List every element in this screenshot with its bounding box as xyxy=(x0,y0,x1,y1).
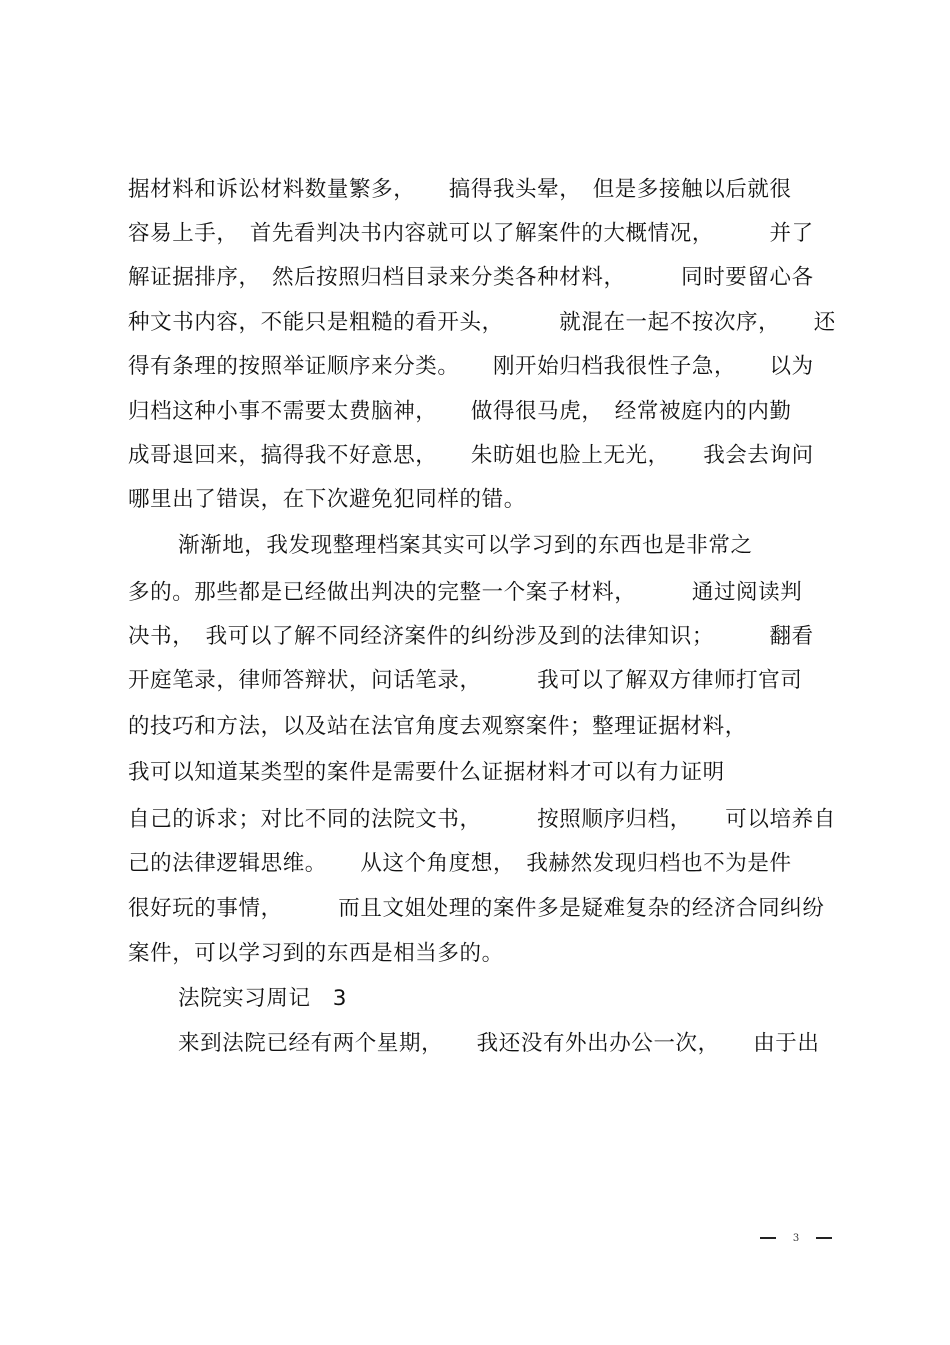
dash-icon xyxy=(816,1237,832,1239)
text-line: 己的法律逻辑思维。 从这个角度想， 我赫然发现归档也不为是件 xyxy=(128,851,792,876)
text-line: 种文书内容，不能只是粗糙的看开头， 就混在一起不按次序， 还 xyxy=(128,310,836,335)
section-heading: 法院实习周记 3 xyxy=(178,986,347,1011)
text-line: 很好玩的事情， 而且文姐处理的案件多是疑难复杂的经济合同纠纷 xyxy=(128,896,825,921)
text-line: 我可以知道某类型的案件是需要什么证据材料才可以有力证明 xyxy=(128,760,725,785)
page-footer xyxy=(760,1228,832,1248)
text-line: 哪里出了错误，在下次避免犯同样的错。 xyxy=(128,487,526,512)
paragraph-start-line: 渐渐地，我发现整理档案其实可以学习到的东西也是非常之 xyxy=(178,533,753,558)
text-line: 据材料和诉讼材料数量繁多， 搞得我头晕， 但是多接触以后就很 xyxy=(128,177,792,202)
page-number: 3 xyxy=(792,1232,800,1244)
text-line: 容易上手， 首先看判决书内容就可以了解案件的大概情况， 并了 xyxy=(128,221,814,246)
text-line: 的技巧和方法，以及站在法官角度去观察案件；整理证据材料， xyxy=(128,714,747,739)
text-line: 得有条理的按照举证顺序来分类。 刚开始归档我很性子急， 以为 xyxy=(128,354,814,379)
text-line: 决书， 我可以了解不同经济案件的纠纷涉及到的法律知识； 翻看 xyxy=(128,624,814,649)
text-line: 开庭笔录，律师答辩状，问话笔录， 我可以了解双方律师打官司 xyxy=(128,668,803,693)
paragraph-start-line: 来到法院已经有两个星期， 我还没有外出办公一次， 由于出 xyxy=(178,1031,820,1056)
text-line: 归档这种小事不需要太费脑神， 做得很马虎， 经常被庭内的内勤 xyxy=(128,399,792,424)
text-line: 案件，可以学习到的东西是相当多的。 xyxy=(128,941,504,966)
dash-icon xyxy=(760,1237,776,1239)
text-line: 成哥退回来，搞得我不好意思， 朱昉姐也脸上无光， 我会去询问 xyxy=(128,443,814,468)
text-line: 自己的诉求；对比不同的法院文书， 按照顺序归档， 可以培养自 xyxy=(128,807,836,832)
text-line: 解证据排序， 然后按照归档目录来分类各种材料， 同时要留心各 xyxy=(128,265,814,290)
text-line: 多的。那些都是已经做出判决的完整一个案子材料， 通过阅读判 xyxy=(128,580,803,605)
